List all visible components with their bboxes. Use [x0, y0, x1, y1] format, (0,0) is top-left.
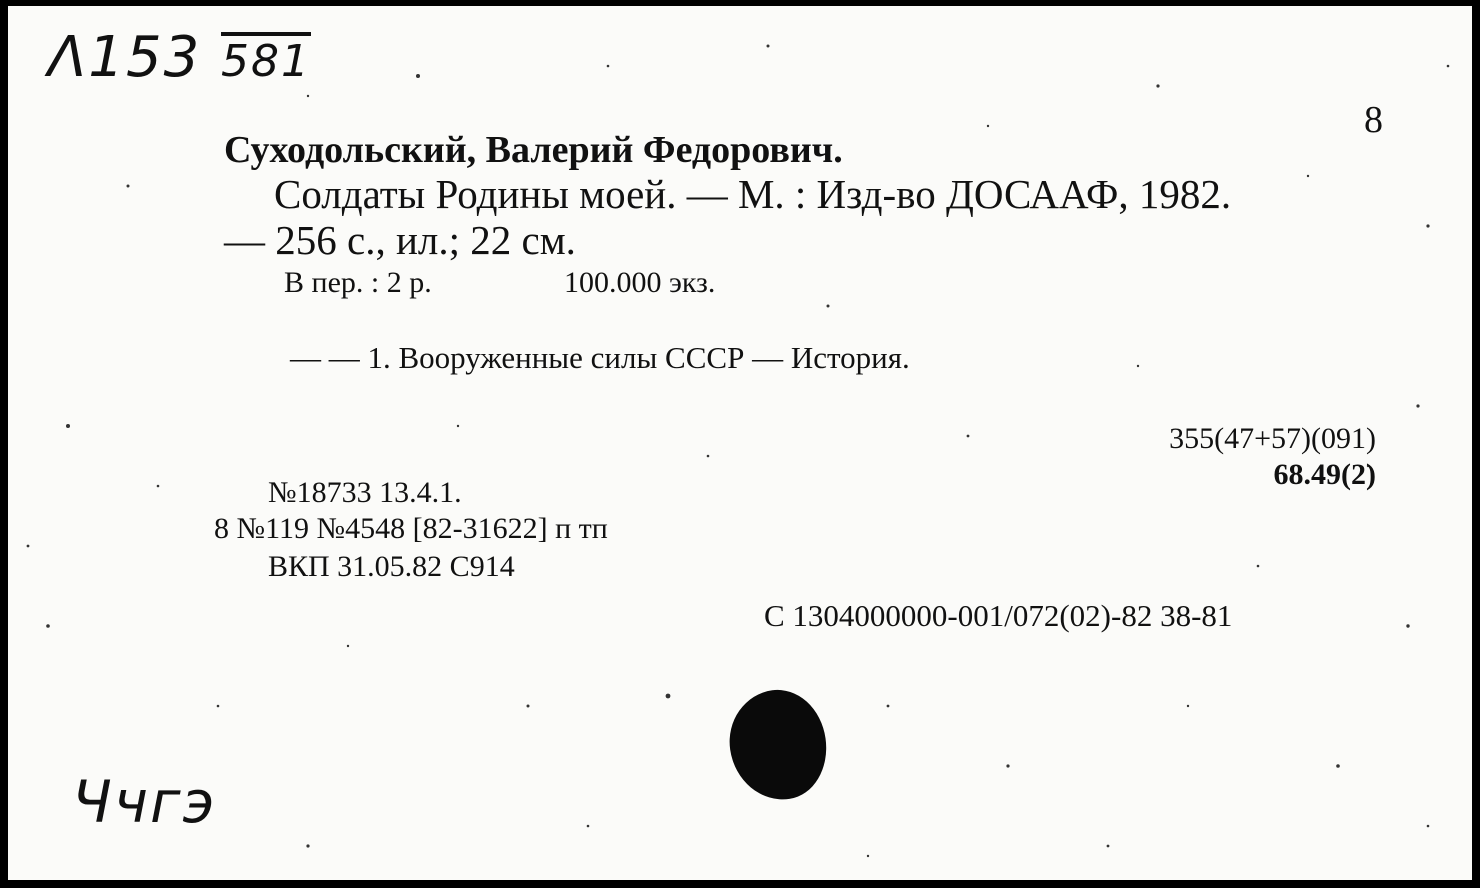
- card-number: 8: [1364, 99, 1383, 141]
- handwritten-code-sup: 581: [221, 36, 311, 87]
- price-line: В пер. : 2 р.: [284, 266, 432, 299]
- catalog-card: [8, 6, 1472, 880]
- record-line: 8 №119 №4548 [82-31622] п тп: [214, 512, 608, 545]
- copies-count: 100.000 экз.: [564, 266, 716, 299]
- catalog-code: С 1304000000-001/072(02)-82 38-81: [764, 598, 1233, 633]
- vkp-line: ВКП 31.05.82 С914: [268, 550, 515, 583]
- author-heading: Суходольский, Валерий Федорович.: [224, 129, 843, 171]
- title-line: Солдаты Родины моей. — М. : Изд-во ДОСААФ, 1982.: [274, 171, 1232, 217]
- class-code-bbk: 68.49(2): [1273, 458, 1376, 491]
- handwritten-shelfmark: [48, 25, 311, 92]
- subject-heading: — — 1. Вооруженные силы СССР — История.: [290, 340, 910, 375]
- handwritten-code: Λ153: [48, 25, 202, 90]
- order-number: №18733 13.4.1.: [268, 476, 462, 509]
- pages-line: — 256 с., ил.; 22 см.: [224, 217, 576, 263]
- handwritten-note: Ччгэ: [72, 768, 217, 836]
- class-code-udc: 355(47+57)(091): [1169, 422, 1376, 455]
